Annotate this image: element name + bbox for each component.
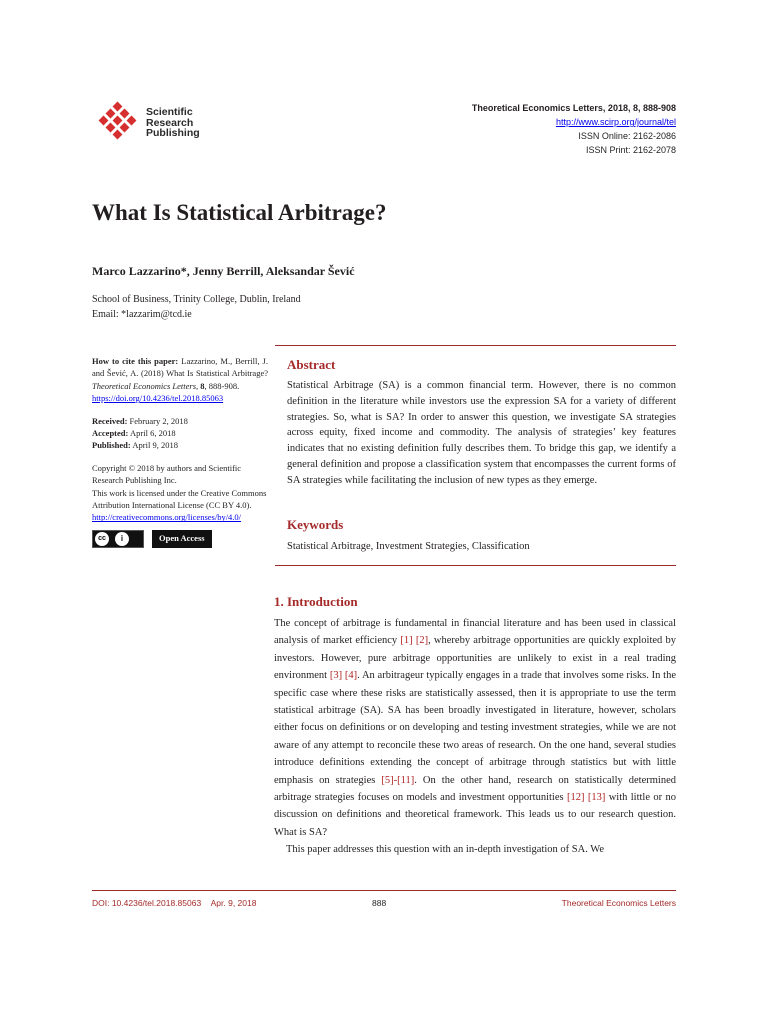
published-label: Published: [92,440,131,451]
abstract-text: Statistical Arbitrage (SA) is a common financial term. However, there is no common definition in the literature while investors use the expression SA for a variety of different strategies. So, what is SA? In order to answer this question, we investigate SA strategies across equity, fixed income and commodity. The analysis of strategies’ key features indicates that no existing definition fully describes them. To bridge this gap, we identify a general definition and propose a classification system that encompasses the current forms of SA strategies while facilitating the inclusion of new types as they emerge. [287,380,676,486]
issn-online: ISSN Online: 2162-2086 [578,131,676,141]
footer-journal: Theoretical Economics Letters [561,898,676,908]
email: Email: *lazzarim@tcd.ie [92,309,192,320]
cite-journal: Theoretical Economics Letters [92,380,197,391]
intro-text-run: The concept of arbitrage is fundamental in financial literature and has been used in classical analysis of market efficiency [274,618,676,647]
published-date: April 9, 2018 [130,440,178,451]
paper-authors: Marco Lazzarino*, Jenny Berrill, Aleksandar Šević [92,264,355,278]
affiliation-block [92,292,301,322]
intro-paragraph: The concept of arbitrage is fundamental in financial literature and has been used in classical analysis of market efficiency [1] [2], whereby arbitrage opportunities are quickly exploited by investors. However, pure arbitrage opportunities are unlikely to exist in a real trading environment [3] [4]. An arbitrageur typically engages in a trade that involves some risks. In the specific case where these risks are statistically assessed, then it is appropriate to use the term statistical arbitrage (SA). SA has been broadly investigated in literature, however, scholars either focus on definitions or on developing and testing investment strategies, while we are not aware of any attempt to reconcile these two areas of research. On the one hand, several studies introduce definitions extending the concept of arbitrage through statistics but with little emphasis on strategies [5]-[11]. On the other hand, research on statistically determined arbitrage strategies focuses on models and investment opportunities [12] [13] with little or no discussion on definitions and theoretical framework. This leads us to our research question. What is SA? [274,618,677,838]
cite-volume: 8 [200,380,205,391]
dates-block [92,415,268,452]
cite-text: Lazzarino, M., Berrill, J. and Šević, A. (2018) What Is Statistical Arbitrage? [92,356,268,379]
footer-doi [92,898,256,908]
intro-paragraph: This paper addresses this question with an in-depth investigation of SA. We [286,844,604,856]
reference-link[interactable]: [5] [381,774,394,786]
accepted-label: Accepted: [92,428,129,439]
received-date: February 2, 2018 [127,415,188,426]
journal-citation: Theoretical Economics Letters, 2018, 8, 888-908 [471,103,676,113]
publisher-logo [94,101,244,141]
keywords-heading: Keywords [287,517,344,532]
reference-link[interactable]: [11] [397,774,415,786]
open-access-badge: Open Access [152,530,212,548]
cite-label: How to cite this paper: [92,356,179,366]
intro-text-run: with little or no discussion on definitions and theoretical framework. This leads us to our research question. What is SA? [274,792,677,838]
cite-pages: , 888-908. [204,380,240,391]
publisher-name-line: Research [146,116,194,129]
license-text: This work is licensed under the Creative Commons Attribution International License (CC BY 4.0). [92,487,267,511]
paper-title: What Is Statistical Arbitrage? [92,200,387,225]
reference-link[interactable]: [12] [566,792,585,804]
intro-text-run: , whereby arbitrage opportunities are quickly exploited by investors. However, pure arbitrage opportunities are unlikely to exist in a real trading environment [274,635,676,682]
attribution-icon: i [115,532,129,546]
abstract-top-rule [275,345,676,346]
footer-date: Apr. 9, 2018 [210,898,257,908]
cc-icon: cc [95,532,109,546]
reference-link[interactable]: [2] [415,635,429,647]
publisher-name-line: Publishing [146,127,200,139]
issn-print: ISSN Print: 2162-2078 [585,145,676,155]
citation-block [92,355,268,405]
footer-doi-text: DOI: 10.4236/tel.2018.85063 [92,898,202,908]
reference-link[interactable]: [13] [587,792,606,804]
license-block [92,462,268,548]
cite-sep: , [196,380,201,391]
intro-text-run: . An arbitrageur typically engages in a trade that involves some risks. In the specific case where these risks are statistically assessed, then it is appropriate to use the term statistical arbitrage (SA). SA has been broadly investigated in literature, however, scholars either focus on definitions or on developing and testing investment strategies, while we are not aware of any attempt to reconcile these two areas of research. On the one hand, several studies introduce definitions extending the concept of arbitrage through statistics but with little emphasis on strategies [274,670,676,786]
keywords-bottom-rule [275,565,676,566]
reference-link[interactable]: [1] [400,635,413,647]
introduction-body [274,615,676,859]
journal-url-link[interactable]: http://www.scirp.org/journal/tel [555,117,676,127]
page-number: 888 [372,898,387,908]
publisher-name [146,107,200,139]
introduction-heading: 1. Introduction [274,594,358,609]
footer-rule [92,890,676,891]
reference-link[interactable]: [4] [344,670,358,682]
reference-link[interactable]: [3] [329,670,343,682]
cite-doi-link[interactable]: https://doi.org/10.4236/tel.2018.85063 [92,393,224,404]
received-label: Received: [92,415,128,426]
intro-text-run: . On the other hand, research on statistically determined arbitrage strategies focuses on models and investment opportunities [274,774,677,804]
copyright-text: Copyright © 2018 by authors and Scientific Research Publishing Inc. [92,462,242,486]
sidebar [92,355,268,548]
journal-meta [472,101,676,157]
keywords-text: Statistical Arbitrage, Investment Strategies, Classification [287,541,530,552]
affiliation: School of Business, Trinity College, Dublin, Ireland [92,294,301,305]
license-badges [92,530,268,548]
license-url-link[interactable]: http://creativecommons.org/licenses/by/4.0/ [92,512,242,523]
publisher-name-line: Scientific [146,106,193,118]
cc-by-badge[interactable] [92,530,144,548]
abstract-heading: Abstract [287,357,336,372]
accepted-date: April 6, 2018 [128,428,176,439]
red-diamond-grid-icon [94,101,142,141]
